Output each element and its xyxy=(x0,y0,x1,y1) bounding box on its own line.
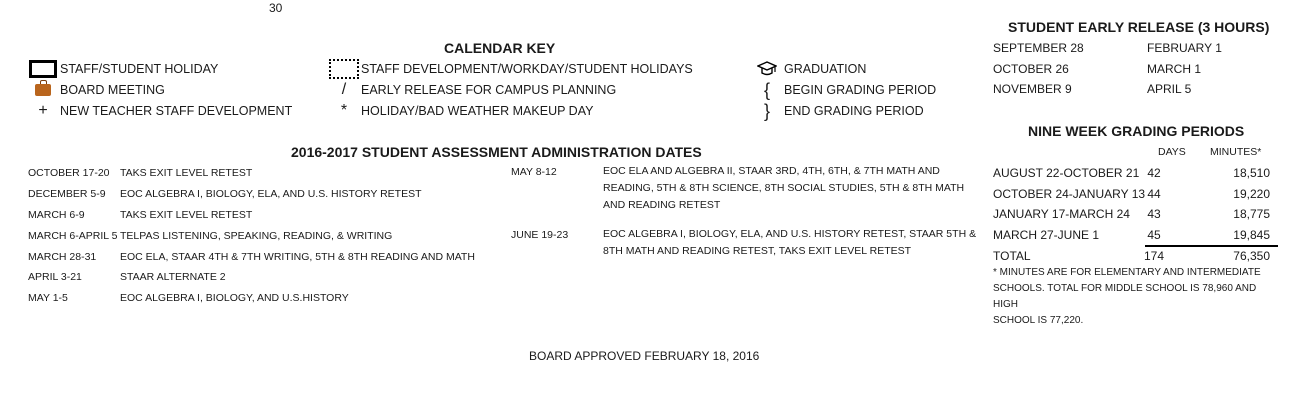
key-label: NEW TEACHER STAFF DEVELOPMENT xyxy=(60,104,293,118)
footnote-line: SCHOOL IS 77,220. xyxy=(993,315,1084,326)
period-minutes: 18,775 xyxy=(1233,207,1270,221)
board-approved-footer: BOARD APPROVED FEBRUARY 18, 2016 xyxy=(529,349,760,363)
calendar-key-title: CALENDAR KEY xyxy=(444,40,556,56)
key-label: HOLIDAY/BAD WEATHER MAKEUP DAY xyxy=(361,104,594,118)
minutes-header: MINUTES* xyxy=(1210,146,1262,158)
period-minutes: 19,845 xyxy=(1233,228,1270,242)
grading-period-row xyxy=(993,207,1277,225)
assessment-test: EOC ALGEBRA I, BIOLOGY, AND U.S.HISTORY xyxy=(120,292,349,304)
grading-period-row xyxy=(993,228,1277,246)
assessment-test-line: 8TH MATH AND READING RETEST, TAKS EXIT LEVEL RETEST xyxy=(603,245,912,257)
assessment-test: TAKS EXIT LEVEL RETEST xyxy=(120,167,253,179)
footnote-line: SCHOOLS. TOTAL FOR MIDDLE SCHOOL IS 78,960 AND HIGH xyxy=(993,283,1257,310)
asterisk-icon: * xyxy=(340,102,348,119)
key-new-teacher xyxy=(28,102,292,120)
assessment-test: TELPAS LISTENING, SPEAKING, READING, & WRITING xyxy=(120,230,393,242)
assessment-test: EOC ELA, STAAR 4TH & 7TH WRITING, 5TH & 8TH READING AND MATH xyxy=(120,251,475,263)
early-release-date: FEBRUARY 1 xyxy=(1147,41,1222,55)
key-end-grading xyxy=(752,102,924,120)
solid-box-icon xyxy=(28,60,58,78)
assessment-date: MARCH 6-APRIL 5 xyxy=(28,230,118,242)
period-name: JANUARY 17-MARCH 24 xyxy=(993,207,1130,221)
assessment-date: OCTOBER 17-20 xyxy=(28,167,110,179)
key-graduation xyxy=(752,60,866,78)
key-makeup-day xyxy=(329,102,593,120)
period-minutes: 18,510 xyxy=(1233,166,1270,180)
assessment-date: MAY 8-12 xyxy=(511,166,557,178)
minutes-footnote xyxy=(993,265,1283,329)
key-board-meeting xyxy=(28,81,165,99)
early-release-date: SEPTEMBER 28 xyxy=(993,41,1084,55)
assessment-test-line: AND READING RETEST xyxy=(603,199,721,211)
footnote-line: * MINUTES ARE FOR ELEMENTARY AND INTERMEDIATE xyxy=(993,267,1261,278)
assessment-test-line: READING, 5TH & 8TH SCIENCE, 8TH SOCIAL STUDIES, 5TH & 8TH MATH xyxy=(603,182,965,194)
assessment-test: TAKS EXIT LEVEL RETEST xyxy=(120,209,253,221)
assessment-date: MARCH 28-31 xyxy=(28,251,97,263)
assessment-date: MARCH 6-9 xyxy=(28,209,85,221)
days-header: DAYS xyxy=(1158,146,1186,158)
total-rule xyxy=(1145,245,1278,247)
slash-icon: / xyxy=(341,81,347,98)
grading-period-row xyxy=(993,166,1277,184)
grading-periods-title: NINE WEEK GRADING PERIODS xyxy=(1028,123,1245,139)
assessment-date: JUNE 19-23 xyxy=(511,229,569,241)
grading-period-row xyxy=(993,187,1277,205)
key-label: EARLY RELEASE FOR CAMPUS PLANNING xyxy=(361,83,617,97)
period-days: 42 xyxy=(1147,166,1161,180)
period-minutes: 19,220 xyxy=(1233,187,1270,201)
period-name: AUGUST 22-OCTOBER 21 xyxy=(993,166,1140,180)
period-days: 44 xyxy=(1147,187,1161,201)
assessment-date: MAY 1-5 xyxy=(28,292,68,304)
key-label: STAFF/STUDENT HOLIDAY xyxy=(60,62,219,76)
close-brace-icon: } xyxy=(763,101,770,121)
early-release-date: NOVEMBER 9 xyxy=(993,82,1072,96)
page-number: 30 xyxy=(269,1,283,15)
graduation-cap-icon xyxy=(752,60,782,78)
assessment-date: DECEMBER 5-9 xyxy=(28,188,106,200)
early-release-date: MARCH 1 xyxy=(1147,62,1202,76)
total-minutes: 76,350 xyxy=(1233,249,1270,263)
assessment-date: APRIL 3-21 xyxy=(28,271,82,283)
early-release-date: APRIL 5 xyxy=(1147,82,1192,96)
period-name: OCTOBER 24-JANUARY 13 xyxy=(993,187,1146,201)
key-label: GRADUATION xyxy=(784,62,867,76)
key-begin-grading xyxy=(752,81,936,99)
period-name: MARCH 27-JUNE 1 xyxy=(993,228,1100,242)
key-staff-development xyxy=(329,60,693,78)
open-brace-icon: { xyxy=(763,80,770,100)
key-early-release xyxy=(329,81,616,99)
assessment-test-block xyxy=(603,163,964,214)
assessment-test-block xyxy=(603,226,976,260)
briefcase-icon xyxy=(28,81,58,99)
early-release-date: OCTOBER 26 xyxy=(993,62,1069,76)
total-label: TOTAL xyxy=(993,249,1031,263)
assessment-test: STAAR ALTERNATE 2 xyxy=(120,271,226,283)
period-days: 45 xyxy=(1147,228,1161,242)
key-label: BEGIN GRADING PERIOD xyxy=(784,83,937,97)
assessment-test-line: EOC ELA AND ALGEBRA II, STAAR 3RD, 4TH, 6TH, & 7TH MATH AND xyxy=(603,165,940,177)
assessment-test: EOC ALGEBRA I, BIOLOGY, ELA, AND U.S. HISTORY RETEST xyxy=(120,188,422,200)
key-label: BOARD MEETING xyxy=(60,83,165,97)
key-staff-student-holiday xyxy=(28,60,218,78)
assessment-title: 2016-2017 STUDENT ASSESSMENT ADMINISTRATION DATES xyxy=(291,144,702,160)
key-label: STAFF DEVELOPMENT/WORKDAY/STUDENT HOLIDAYS xyxy=(361,62,693,76)
period-days: 43 xyxy=(1147,207,1161,221)
total-days: 174 xyxy=(1143,249,1165,263)
key-label: END GRADING PERIOD xyxy=(784,104,924,118)
assessment-test-line: EOC ALGEBRA I, BIOLOGY, ELA, AND U.S. HISTORY RETEST, STAAR 5TH & xyxy=(603,228,977,240)
plus-icon: + xyxy=(38,102,48,119)
early-release-title: STUDENT EARLY RELEASE (3 HOURS) xyxy=(1008,19,1270,35)
dotted-box-icon xyxy=(329,60,359,78)
